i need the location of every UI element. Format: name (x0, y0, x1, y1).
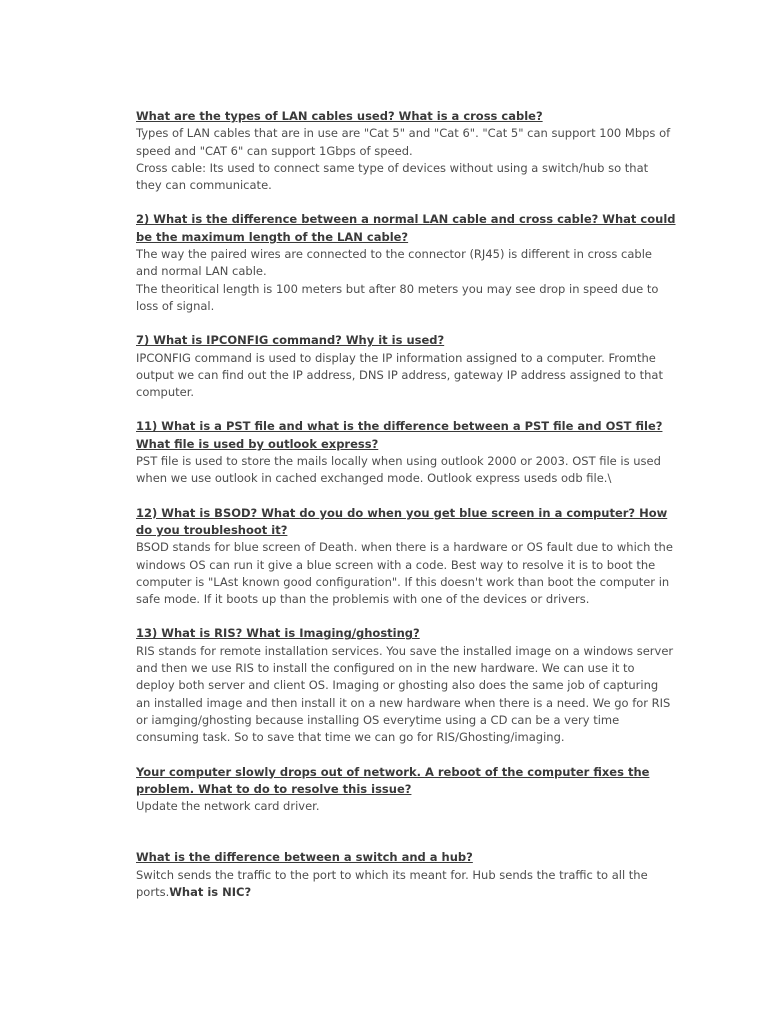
question-heading: 2) What is the difference between a normal LAN cable and cross cable? What could be the maximum length of the LAN cable? (136, 212, 676, 244)
question-heading: 13) What is RIS? What is Imaging/ghosting? (136, 626, 420, 641)
answer-paragraph: PST file is used to store the mails locally when using outlook 2000 or 2003. OST file is used when we use outlook in cached exchanged mode. Outlook express useds odb file.\ (136, 454, 661, 486)
answer-paragraph: BSOD stands for blue screen of Death. when there is a hardware or OS fault due to which the windows OS can run it give a blue screen with a code. Best way to resolve it is to boot the computer is "LAst known good configuration". If this doesn't work than boot the computer in safe mode. If it boots up than the problemis with one of the devices or drivers. (136, 540, 673, 607)
question-heading: What is the difference between a switch and a hub? (136, 850, 473, 865)
qa-section-ris (136, 625, 676, 746)
answer-text (136, 453, 676, 488)
question-heading: 7) What is IPCONFIG command? Why it is used? (136, 333, 445, 348)
answer-text (136, 350, 676, 402)
question-heading: Your computer slowly drops out of network. A reboot of the computer fixes the problem. What to do to resolve this issue? (136, 764, 650, 796)
answer-sentence: Switch sends the traffic to the port to which its meant for. Hub sends the traffic to all the ports. (136, 867, 648, 899)
answer-text (136, 798, 676, 815)
answer-paragraph: Cross cable: Its used to connect same type of devices without using a switch/hub so that they can communicate. (136, 160, 649, 193)
answer-text (136, 867, 676, 902)
answer-paragraph: Update the network card driver. (136, 799, 320, 814)
question-heading: 11) What is a PST file and what is the difference between a PST file and OST file? What file is used by outlook express? (136, 419, 663, 451)
qa-section-cross-cable (136, 211, 676, 315)
document-content (136, 108, 676, 918)
answer-paragraph (136, 867, 676, 902)
qa-section-lan-cables (136, 108, 676, 194)
question-heading: 12) What is BSOD? What do you do when you get blue screen in a computer? How do you troubleshoot it? (136, 505, 668, 537)
qa-section-network-drop (136, 764, 676, 816)
answer-text (136, 125, 676, 194)
qa-section-switch-hub (136, 849, 676, 901)
answer-text (136, 246, 676, 315)
answer-paragraph: IPCONFIG command is used to display the IP information assigned to a computer. Fromthe output we can find out the IP address, DNS IP address, gateway IP address assigned to that computer. (136, 350, 663, 400)
qa-section-bsod (136, 505, 676, 609)
question-heading: What are the types of LAN cables used? What is a cross cable? (136, 109, 543, 123)
answer-paragraph: The theoritical length is 100 meters but after 80 meters you may see drop in speed due to loss of signal. (136, 281, 659, 313)
answer-text (136, 539, 676, 608)
answer-paragraph: Types of LAN cables that are in use are "Cat 5" and "Cat 6". "Cat 5" can support 100 Mbps of speed and "CAT 6" can support 1Gbps of speed. (136, 126, 671, 158)
inline-question: What is NIC? (169, 884, 252, 899)
answer-text (136, 643, 676, 747)
qa-section-ipconfig (136, 332, 676, 401)
blank-line (136, 832, 676, 849)
answer-paragraph: RIS stands for remote installation services. You save the installed image on a windows server and then we use RIS to install the configured on in the new hardware. We can use it to deploy both server and client OS. Imaging or ghosting also does the same job of capturing an installed image and then install it on a new hardware when there is a need. We go for RIS or iamging/ghosting because installing OS everytime using a CD can be a very time consuming task. So to save that time we can go for RIS/Ghosting/imaging. (136, 643, 674, 745)
answer-paragraph: The way the paired wires are connected to the connector (RJ45) is different in cross cable and normal LAN cable. (136, 247, 652, 279)
qa-section-pst-ost (136, 418, 676, 487)
